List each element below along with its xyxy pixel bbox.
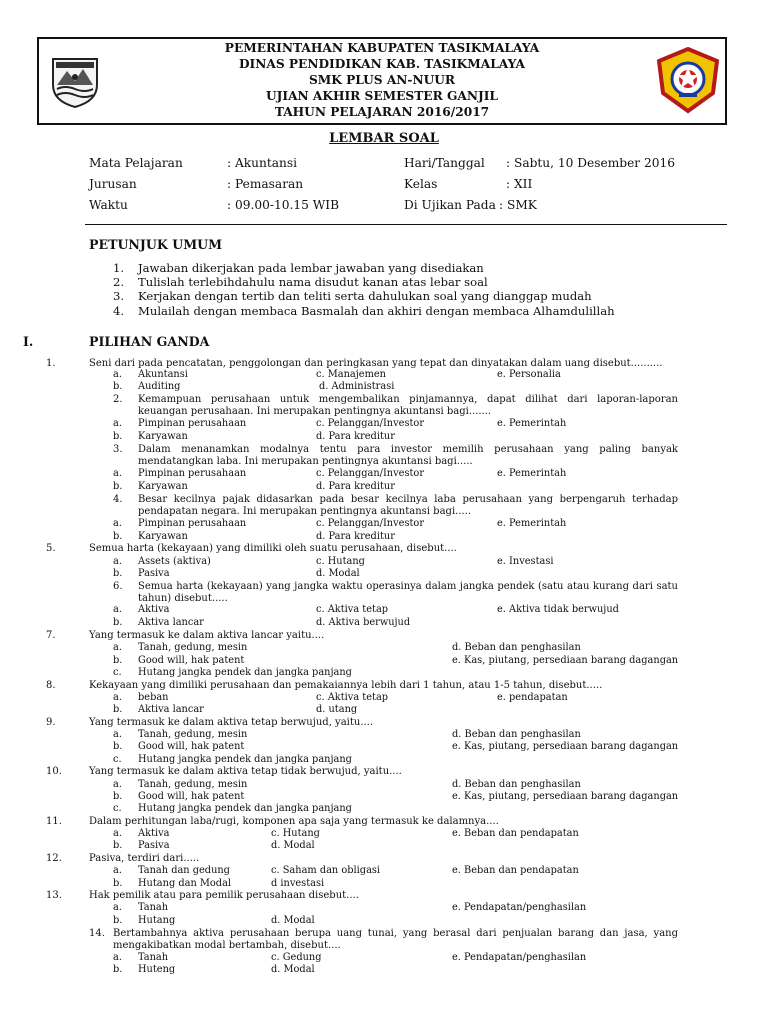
- question-text: Yang termasuk ke dalam aktiva lancar yaitu....: [89, 630, 325, 641]
- option-e: e. Kas, piutang, persediaan barang dagangan: [452, 791, 679, 802]
- option-letter: a.: [113, 418, 122, 429]
- option-a: Pimpinan perusahaan: [138, 518, 247, 529]
- petunjuk-num: 3.: [113, 289, 125, 303]
- option-d: d. Beban dan penghasilan: [452, 729, 581, 740]
- option-letter: c.: [113, 754, 122, 765]
- option-d: d. Modal: [271, 915, 315, 926]
- option-a: Tanah, gedung, mesin: [138, 779, 248, 790]
- option-letter: c.: [113, 667, 122, 678]
- question-text: Hak pemilik atau para pemilik perusahaan disebut....: [89, 890, 359, 901]
- header-line-3: SMK PLUS AN-NUUR: [308, 73, 456, 87]
- question-number: 7.: [46, 630, 56, 641]
- page-title: LEMBAR SOAL: [329, 131, 439, 146]
- option-d: d. utang: [316, 704, 358, 715]
- option-e: e. Personalia: [497, 369, 561, 380]
- option-letter: b.: [113, 915, 123, 926]
- petunjuk-heading: PETUNJUK UMUM: [89, 237, 223, 252]
- option-b: Aktiva lancar: [138, 617, 204, 628]
- option-letter: b.: [113, 381, 123, 392]
- option-e: e. Pendapatan/penghasilan: [452, 952, 587, 963]
- option-b: Auditing: [138, 381, 181, 392]
- option-a: beban: [138, 692, 169, 703]
- question-text: Yang termasuk ke dalam aktiva tetap tidak berwujud, yaitu....: [89, 766, 402, 777]
- option-letter: a.: [113, 518, 122, 529]
- option-letter: b.: [113, 568, 123, 579]
- option-b: Good will, hak patent: [138, 741, 245, 752]
- question-number: 6.: [113, 581, 123, 592]
- header-box: [37, 37, 727, 125]
- question-number: 10.: [46, 766, 62, 777]
- option-a: Tanah: [138, 902, 169, 913]
- option-letter: b.: [113, 964, 123, 975]
- option-a: Aktiva: [138, 604, 170, 615]
- question-number: 9.: [46, 717, 56, 728]
- question-number: 4.: [113, 494, 123, 505]
- option-b: Karyawan: [138, 531, 188, 542]
- option-c: Hutang jangka pendek dan jangka panjang: [138, 803, 352, 814]
- option-c: c. Saham dan obligasi: [271, 865, 381, 876]
- header-line-2: DINAS PENDIDIKAN KAB. TASIKMALAYA: [238, 57, 526, 71]
- waktu-value: : 09.00-10.15 WIB: [227, 198, 340, 212]
- option-a: Pimpinan perusahaan: [138, 418, 247, 429]
- option-e: e. Pemerintah: [497, 418, 567, 429]
- question-text: Pasiva, terdiri dari.....: [89, 853, 200, 864]
- option-b: Pasiva: [138, 840, 170, 851]
- option-letter: a.: [113, 779, 122, 790]
- jurusan-value: : Pemasaran: [227, 177, 304, 191]
- petunjuk-num: 4.: [113, 304, 125, 318]
- option-letter: a.: [113, 642, 122, 653]
- option-e: e. Beban dan pendapatan: [452, 865, 579, 876]
- waktu-label: Waktu: [89, 198, 128, 212]
- option-letter: b.: [113, 741, 123, 752]
- petunjuk-num: 2.: [113, 275, 125, 289]
- question-number: 14.: [89, 928, 105, 939]
- mata-pelajaran-value: : Akuntansi: [227, 156, 298, 170]
- option-a: Assets (aktiva): [138, 556, 211, 567]
- header-line-1: PEMERINTAHAN KABUPATEN TASIKMALAYA: [224, 41, 540, 55]
- petunjuk-text: Mulailah dengan membaca Basmalah dan akhiri dengan membaca Alhamdulillah: [138, 304, 615, 318]
- option-d: d investasi: [271, 878, 325, 889]
- option-c: c. Hutang: [271, 828, 320, 839]
- option-d: d. Modal: [271, 840, 315, 851]
- option-d: d. Aktiva berwujud: [316, 617, 411, 628]
- question-number: 3.: [113, 444, 123, 455]
- question-text: Seni dari pada pencatatan, penggolongan dan peringkasan yang tepat dan dinyatakan dalam uang disebut..........: [89, 358, 663, 369]
- question-text: Dalam perhitungan laba/rugi, komponen apa saja yang termasuk ke dalamnya....: [89, 816, 499, 827]
- option-c: Hutang jangka pendek dan jangka panjang: [138, 754, 352, 765]
- option-e: e. pendapatan: [497, 692, 568, 703]
- option-a: Aktiva: [138, 828, 170, 839]
- option-letter: b.: [113, 431, 123, 442]
- option-letter: b.: [113, 617, 123, 628]
- option-b: Karyawan: [138, 431, 188, 442]
- header-line-4: UJIAN AKHIR SEMESTER GANJIL: [265, 89, 498, 103]
- option-a: Akuntansi: [138, 369, 188, 380]
- option-b: Pasiva: [138, 568, 170, 579]
- option-letter: a.: [113, 729, 122, 740]
- question-text: Kemampuan perusahaan untuk mengembalikan pinjamannya, dapat dilihat dari laporan-laporan keuangan perusahaan. Ini merupakan pentingnya akuntansi bagi.......: [138, 394, 678, 417]
- kelas-label: Kelas: [404, 177, 438, 191]
- option-e: e. Investasi: [497, 556, 554, 567]
- option-d: d. Modal: [316, 568, 360, 579]
- option-a: Pimpinan perusahaan: [138, 468, 247, 479]
- section-heading: PILIHAN GANDA: [89, 334, 210, 349]
- option-d: d. Beban dan penghasilan: [452, 779, 581, 790]
- option-letter: b.: [113, 840, 123, 851]
- option-letter: b.: [113, 531, 123, 542]
- option-b: Aktiva lancar: [138, 704, 204, 715]
- question-text: Kekayaan yang dimiliki perusahaan dan pemakaiannya lebih dari 1 tahun, atau 1-5 tahun, disebut.....: [89, 680, 603, 691]
- option-letter: a.: [113, 604, 122, 615]
- petunjuk-num: 1.: [113, 261, 125, 275]
- option-e: e. Beban dan pendapatan: [452, 828, 579, 839]
- option-c: c. Aktiva tetap: [316, 604, 389, 615]
- petunjuk-text: Tulislah terlebihdahulu nama disudut kanan atas lebar soal: [138, 275, 488, 289]
- diujikan-label: Di Ujikan Pada: [404, 198, 496, 212]
- option-b: Huteng: [138, 964, 176, 975]
- option-letter: a.: [113, 865, 122, 876]
- option-letter: a.: [113, 902, 122, 913]
- header-line-5: TAHUN PELAJARAN 2016/2017: [274, 105, 490, 119]
- option-letter: c.: [113, 803, 122, 814]
- petunjuk-text: Jawaban dikerjakan pada lembar jawaban yang disediakan: [138, 261, 484, 275]
- question-number: 13.: [46, 890, 62, 901]
- section-number: I.: [23, 334, 34, 349]
- option-b: Karyawan: [138, 481, 188, 492]
- option-e: e. Aktiva tidak berwujud: [497, 604, 619, 615]
- option-d: d. Para kreditur: [316, 431, 395, 442]
- option-letter: a.: [113, 556, 122, 567]
- question-number: 5.: [46, 543, 56, 554]
- option-c: c. Pelanggan/Investor: [316, 468, 425, 479]
- option-c: c. Pelanggan/Investor: [316, 418, 425, 429]
- option-e: e. Pemerintah: [497, 468, 567, 479]
- option-b: Good will, hak patent: [138, 655, 245, 666]
- option-c: c. Hutang: [316, 556, 365, 567]
- option-letter: b.: [113, 878, 123, 889]
- option-letter: a.: [113, 692, 122, 703]
- question-text: Semua harta (kekayaan) yang jangka waktu operasinya dalam jangka pendek (satu atau kurang dari satu tahun) disebut.....: [138, 581, 678, 604]
- question-number: 11.: [46, 816, 62, 827]
- diujikan-value: : SMK: [499, 198, 537, 212]
- option-letter: b.: [113, 481, 123, 492]
- question-text: Semua harta (kekayaan) yang dimiliki oleh suatu perusahaan, disebut....: [89, 543, 457, 554]
- option-c: c. Pelanggan/Investor: [316, 518, 425, 529]
- question-number: 8.: [46, 680, 56, 691]
- option-b: Hutang dan Modal: [138, 878, 232, 889]
- option-letter: a.: [113, 369, 122, 380]
- option-letter: b.: [113, 655, 123, 666]
- option-e: e. Kas, piutang, persediaan barang dagangan: [452, 655, 679, 666]
- petunjuk-text: Kerjakan dengan tertib dan teliti serta dahulukan soal yang dianggap mudah: [138, 289, 592, 303]
- kelas-value: : XII: [506, 177, 533, 191]
- option-letter: a.: [113, 828, 122, 839]
- option-e: e. Pendapatan/penghasilan: [452, 902, 587, 913]
- question-number: 1.: [46, 358, 56, 369]
- school-shield-emblem-icon: [655, 47, 721, 115]
- option-c: c. Manajemen: [316, 369, 386, 380]
- option-d: d. Administrasi: [319, 381, 395, 392]
- option-c: c. Gedung: [271, 952, 322, 963]
- option-b: Hutang: [138, 915, 176, 926]
- option-d: d. Beban dan penghasilan: [452, 642, 581, 653]
- hari-tanggal-value: : Sabtu, 10 Desember 2016: [506, 156, 676, 170]
- mata-pelajaran-label: Mata Pelajaran: [89, 156, 183, 170]
- question-number: 12.: [46, 853, 62, 864]
- option-a: Tanah: [138, 952, 169, 963]
- option-d: d. Modal: [271, 964, 315, 975]
- option-letter: b.: [113, 704, 123, 715]
- option-a: Tanah dan gedung: [138, 865, 230, 876]
- option-d: d. Para kreditur: [316, 481, 395, 492]
- jurusan-label: Jurusan: [89, 177, 137, 191]
- header-divider: [85, 224, 727, 225]
- option-e: e. Kas, piutang, persediaan barang dagangan: [452, 741, 679, 752]
- option-c: c. Aktiva tetap: [316, 692, 389, 703]
- question-text: Bertambahnya aktiva perusahaan berupa uang tunai, yang berasal dari penjualan barang dan jasa, yang mengakibatkan modal bertambah, disebut....: [113, 928, 678, 951]
- option-b: Good will, hak patent: [138, 791, 245, 802]
- option-a: Tanah, gedung, mesin: [138, 729, 248, 740]
- option-letter: a.: [113, 468, 122, 479]
- option-letter: b.: [113, 791, 123, 802]
- question-text: Besar kecilnya pajak didasarkan pada besar kecilnya laba perusahaan yang berpengaruh terhadap pendapatan negara. Ini merupakan pentingnya akuntansi bagi.....: [138, 494, 678, 517]
- hari-tanggal-label: Hari/Tanggal: [404, 156, 485, 170]
- option-a: Tanah, gedung, mesin: [138, 642, 248, 653]
- option-letter: a.: [113, 952, 122, 963]
- question-text: Yang termasuk ke dalam aktiva tetap berwujud, yaitu....: [89, 717, 374, 728]
- option-e: e. Pemerintah: [497, 518, 567, 529]
- option-c: Hutang jangka pendek dan jangka panjang: [138, 667, 352, 678]
- question-number: 2.: [113, 394, 123, 405]
- option-d: d. Para kreditur: [316, 531, 395, 542]
- question-text: Dalam menanamkan modalnya tentu para investor memilih perusahaan yang paling banyak mendatangkan laba. Ini merupakan pentingnya akuntansi bagi.....: [138, 444, 678, 467]
